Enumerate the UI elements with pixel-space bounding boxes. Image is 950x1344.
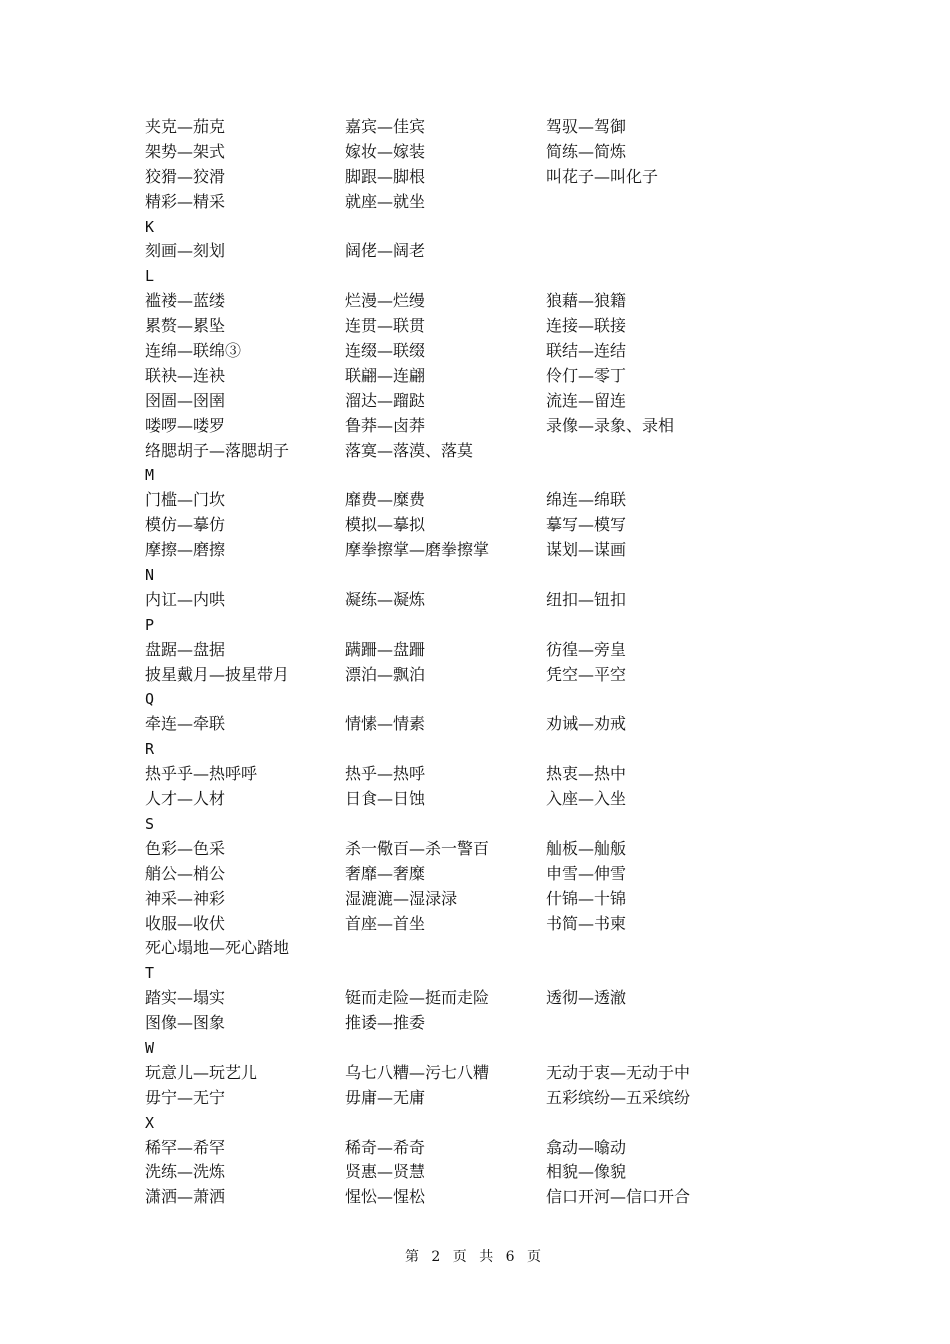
word-pair: 玩意儿—玩艺儿 xyxy=(145,1062,258,1082)
section-letter: X xyxy=(145,1113,155,1132)
word-pair: 申雪—伸雪 xyxy=(546,863,627,883)
word-pair: 累赘—累坠 xyxy=(145,316,226,336)
section-letter: P xyxy=(145,615,155,634)
word-pair: 联翩—连翩 xyxy=(345,365,426,385)
word-pair: 图像—图象 xyxy=(145,1013,226,1033)
section-letter: W xyxy=(145,1038,155,1057)
word-pair: 摹写—模写 xyxy=(546,515,627,535)
word-pair: 洗练—洗炼 xyxy=(145,1162,226,1182)
section-letter: S xyxy=(145,814,155,833)
word-pair: 蹒跚—盘跚 xyxy=(345,639,426,659)
word-row xyxy=(145,115,845,140)
word-pair: 落寞—落漠、落莫 xyxy=(345,440,474,460)
word-pair: 连接—联接 xyxy=(546,316,627,336)
word-pair: 烂漫—烂缦 xyxy=(345,291,426,311)
word-pair: 毋庸—无庸 xyxy=(345,1087,426,1107)
word-pair xyxy=(546,239,766,264)
word-pair: 日食—日蚀 xyxy=(345,789,426,809)
section-letter: T xyxy=(145,964,155,983)
word-row xyxy=(145,986,845,1011)
word-pair: 热乎乎—热呼呼 xyxy=(145,764,258,784)
word-row xyxy=(145,663,845,688)
word-pair xyxy=(546,190,766,215)
word-pair: 牵连—牵联 xyxy=(145,714,226,734)
word-pair: 铤而走险—挺而走险 xyxy=(345,988,490,1008)
section-letter: R xyxy=(145,740,155,759)
word-pair: 艄公—梢公 xyxy=(145,863,226,883)
word-row xyxy=(145,190,845,215)
word-pair: 情愫—情素 xyxy=(345,714,426,734)
word-pair: 鲁莽—卤莽 xyxy=(345,415,426,435)
word-pair: 稀奇—希奇 xyxy=(345,1137,426,1157)
word-pair: 盘踞—盘据 xyxy=(145,639,226,659)
word-row xyxy=(145,339,845,364)
word-row xyxy=(145,538,845,563)
word-pair: 狡猾—狡滑 xyxy=(145,166,226,186)
word-row xyxy=(145,314,845,339)
word-pair: 靡费—糜费 xyxy=(345,490,426,510)
word-pair: 就座—就坐 xyxy=(345,191,426,211)
word-pair: 舢板—舢舨 xyxy=(546,838,627,858)
word-row xyxy=(145,289,845,314)
word-pair: 连贯—联贯 xyxy=(345,316,426,336)
word-pair: 彷徨—旁皇 xyxy=(546,639,627,659)
word-row xyxy=(145,1086,845,1111)
word-pair: 嫁妆—嫁装 xyxy=(345,141,426,161)
word-pair: 架势—架式 xyxy=(145,141,226,161)
section-letter: M xyxy=(145,466,155,485)
word-pair: 凭空—平空 xyxy=(546,664,627,684)
word-pair: 五彩缤纷—五采缤纷 xyxy=(546,1087,691,1107)
word-pair: 色彩—色采 xyxy=(145,838,226,858)
word-pair: 简练—简炼 xyxy=(546,141,627,161)
word-row xyxy=(145,1061,845,1086)
word-pair: 模仿—摹仿 xyxy=(145,515,226,535)
word-pair: 摩拳擦掌—磨拳擦掌 xyxy=(345,540,490,560)
word-pair: 联袂—连袂 xyxy=(145,365,226,385)
word-pair: 漂泊—飘泊 xyxy=(345,664,426,684)
section-letter: Q xyxy=(145,690,155,709)
word-pair: 劝诫—劝戒 xyxy=(546,714,627,734)
word-pair: 脚跟—脚根 xyxy=(345,166,426,186)
word-row xyxy=(145,239,845,264)
word-pair: 热乎—热呼 xyxy=(345,764,426,784)
word-pair: 书简—书柬 xyxy=(546,913,627,933)
word-pair: 惺忪—惺松 xyxy=(345,1187,426,1207)
word-pair: 夹克—茄克 xyxy=(145,117,226,136)
word-row xyxy=(145,862,845,887)
word-pair xyxy=(546,1011,766,1036)
word-pair: 披星戴月—披星带月 xyxy=(145,664,290,684)
word-row xyxy=(145,638,845,663)
word-pair: 嘉宾—佳宾 xyxy=(345,117,426,136)
word-row xyxy=(145,787,845,812)
word-pair: 热衷—热中 xyxy=(546,764,627,784)
word-pair: 透彻—透澈 xyxy=(546,988,627,1008)
word-pair: 人才—人材 xyxy=(145,789,226,809)
word-pair: 神采—神彩 xyxy=(145,888,226,908)
word-pair: 摩擦—磨擦 xyxy=(145,540,226,560)
word-pair: 推诿—推委 xyxy=(345,1013,426,1033)
word-pair xyxy=(345,936,546,961)
word-pair: 入座—入坐 xyxy=(546,789,627,809)
word-row xyxy=(145,1160,845,1185)
word-pair: 喽啰—喽罗 xyxy=(145,415,226,435)
word-pair: 奢靡—奢糜 xyxy=(345,863,426,883)
word-pair: 翕动—噏动 xyxy=(546,1137,627,1157)
word-row xyxy=(145,513,845,538)
word-pair: 纽扣—钮扣 xyxy=(546,589,627,609)
word-pair: 流连—留连 xyxy=(546,390,627,410)
section-letter: N xyxy=(145,566,155,585)
word-list xyxy=(145,115,845,1210)
word-pair: 精彩—精采 xyxy=(145,191,226,211)
word-pair: 无动于衷—无动于中 xyxy=(546,1062,691,1082)
word-pair: 连缀—联缀 xyxy=(345,341,426,361)
word-pair: 稀罕—希罕 xyxy=(145,1137,226,1157)
word-row xyxy=(145,936,845,961)
word-row xyxy=(145,364,845,389)
word-pair: 驾驭—驾御 xyxy=(546,117,627,136)
word-pair: 湿漉漉—湿渌渌 xyxy=(345,888,458,908)
word-pair: 录像—录象、录相 xyxy=(546,415,675,435)
word-pair: 络腮胡子—落腮胡子 xyxy=(145,440,290,460)
word-pair: 乌七八糟—污七八糟 xyxy=(345,1062,490,1082)
word-pair: 门槛—门坎 xyxy=(145,490,226,510)
word-pair: 连绵—联绵③ xyxy=(145,341,242,361)
word-pair xyxy=(546,439,766,464)
word-pair: 收服—收伏 xyxy=(145,913,226,933)
word-row xyxy=(145,140,845,165)
section-letter: K xyxy=(145,217,155,236)
word-row xyxy=(145,712,845,737)
word-pair: 狼藉—狼籍 xyxy=(546,291,627,311)
word-row xyxy=(145,165,845,190)
word-row xyxy=(145,912,845,937)
word-pair: 伶仃—零丁 xyxy=(546,365,627,385)
word-row xyxy=(145,439,845,464)
word-row xyxy=(145,488,845,513)
word-pair: 褴褛—蓝缕 xyxy=(145,291,226,311)
page-footer: 第 2 页 共 6 页 xyxy=(404,1249,546,1265)
word-pair: 溜达—蹓跶 xyxy=(345,390,426,410)
word-pair: 杀一儆百—杀一警百 xyxy=(345,838,490,858)
word-pair: 潇洒—萧洒 xyxy=(145,1187,226,1207)
word-pair: 联结—连结 xyxy=(546,341,627,361)
word-row xyxy=(145,887,845,912)
word-pair: 相貌—像貌 xyxy=(546,1162,627,1182)
word-row xyxy=(145,762,845,787)
word-pair: 刻画—刻划 xyxy=(145,241,226,261)
word-pair: 死心塌地—死心踏地 xyxy=(145,938,290,958)
word-row xyxy=(145,389,845,414)
word-pair: 踏实—塌实 xyxy=(145,988,226,1008)
word-row xyxy=(145,414,845,439)
word-pair: 模拟—摹拟 xyxy=(345,515,426,535)
word-pair: 贤惠—贤慧 xyxy=(345,1162,426,1182)
word-pair: 什锦—十锦 xyxy=(546,888,627,908)
word-pair: 谋划—谋画 xyxy=(546,540,627,560)
word-pair: 凝练—凝炼 xyxy=(345,589,426,609)
word-pair: 阔佬—阔老 xyxy=(345,241,426,261)
word-row xyxy=(145,1011,845,1036)
word-row xyxy=(145,588,845,613)
word-pair xyxy=(546,936,766,961)
word-pair: 囹圄—囹圉 xyxy=(145,390,226,410)
section-letter: L xyxy=(145,267,155,286)
word-row xyxy=(145,1185,845,1210)
word-pair: 内讧—内哄 xyxy=(145,589,226,609)
word-row xyxy=(145,1136,845,1161)
word-pair: 首座—首坐 xyxy=(345,913,426,933)
word-pair: 绵连—绵联 xyxy=(546,490,627,510)
word-pair: 信口开河—信口开合 xyxy=(546,1187,691,1207)
word-row xyxy=(145,837,845,862)
word-pair: 毋宁—无宁 xyxy=(145,1087,226,1107)
word-pair: 叫花子—叫化子 xyxy=(546,166,659,186)
